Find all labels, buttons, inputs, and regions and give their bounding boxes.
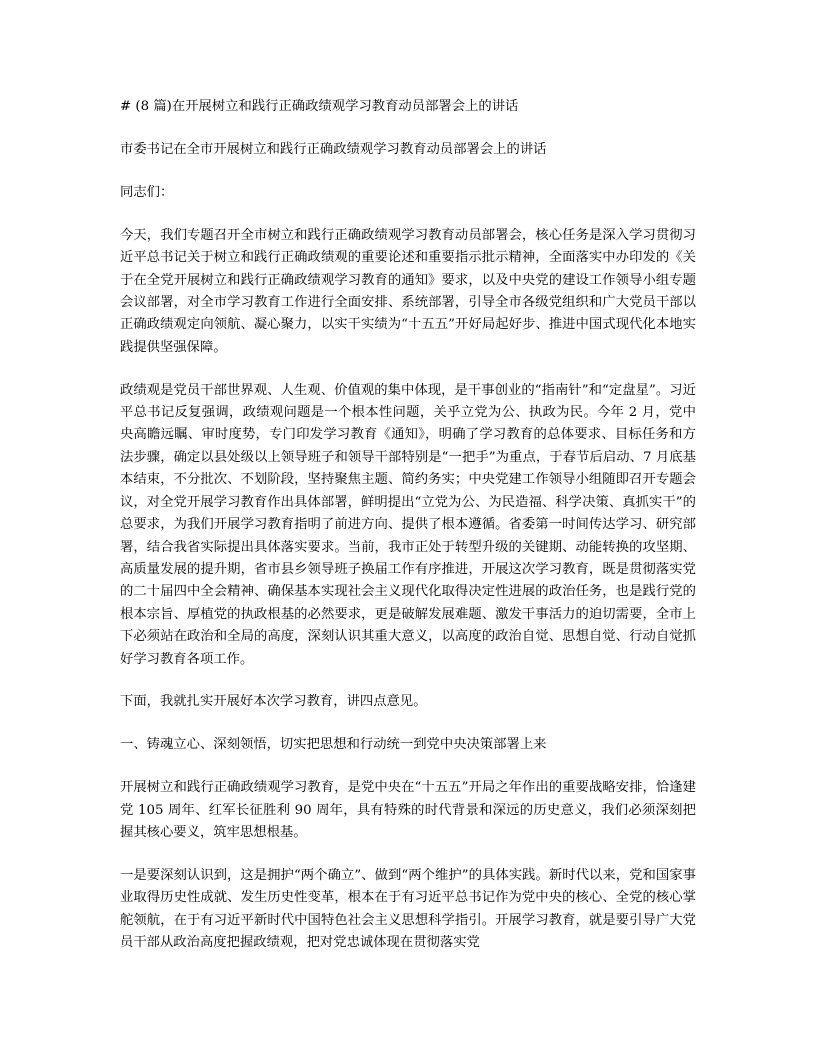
- paragraph-opening: 今天，我们专题召开全市树立和践行正确政绩观学习教育动员部署会，核心任务是深入学习贯彻习近平总书记关于树立和践行正确政绩观的重要论述和重要指示批示精神，全面落实中办印发的《关于在全党开展树立和践行正确政绩观学习教育的通知》要求，以及中央党的建设工作领导小组专题会议部署，对全市学习教育工作进行全面安排、系统部署，引导全市各级党组织和广大党员干部以正确政绩观定向领航、凝心聚力，以实干实绩为“十五五”开好局起好步、推进中国式现代化本地实践提供坚强保障。: [120, 227, 696, 355]
- document-subtitle: 市委书记在全市开展树立和践行正确政绩观学习教育动员部署会上的讲话: [120, 141, 547, 157]
- document-heading: # (8 篇)在开展树立和践行正确政绩观学习教育动员部署会上的讲话: [120, 99, 519, 114]
- paragraph-transition: 下面，我就扎实开展好本次学习教育，讲四点意见。: [120, 694, 427, 710]
- document-page: [120, 96, 696, 975]
- paragraph-significance: 政绩观是党员干部世界观、人生观、价值观的集中体现，是干事创业的“指南针”和“定盘星”。习近平总书记反复强调，政绩观问题是一个根本性问题，关乎立党为公、执政为民。今年 2 月，党中央高瞻远瞩、审时度势，专门印发学习教育《通知》，明确了学习教育的总体要求、目标任务和方法步骤，确定以县处级以上领导班子和领导干部特别是“一把手”为重点，于春节后启动、7 月底基本结束，不分批次、不划阶段，坚持聚焦主题、简约务实；中央党建工作领导小组随即召开专题会议，对全党开展学习教育作出具体部署，鲜明提出“立党为公、为民造福、科学决策、真抓实干”的总要求，为我们开展学习教育指明了前进方向、提供了根本遵循。省委第一时间传达学习、研究部署，结合我省实际提出具体落实要求。当前，我市正处于转型升级的关键期、动能转换的攻坚期、高质量发展的提升期，省市县乡领导班子换届工作有序推进，开展这次学习教育，既是贯彻落实党的二十届四中全会精神、确保基本实现社会主义现代化取得决定性进展的政治任务，也是践行党的根本宗旨、厚植党的执政根基的必然要求，更是破解发展难题、激发干事活力的迫切需要，全市上下必须站在政治和全局的高度，深刻认识其重大意义，以高度的政治自觉、思想自觉、行动自觉抓好学习教育各项工作。: [120, 382, 696, 667]
- paragraph-point-one: 一是要深刻认识到，这是拥护“两个确立”、做到“两个维护”的具体实践。新时代以来，党和国家事业取得历史性成就、发生历史性变革，根本在于有习近平总书记作为党中央的核心、全党的核心掌舵领航，在于有习近平新时代中国特色社会主义思想科学指引。开展学习教育，就是要引导广大党员干部从政治高度把握政绩观，把对党忠诚体现在贯彻落实党: [120, 867, 696, 951]
- paragraph-background: 开展树立和践行正确政绩观学习教育，是党中央在“十五五”开局之年作出的重要战略安排，恰逢建党 105 周年、红军长征胜利 90 周年，具有特殊的时代背景和深远的历史意义，我们必须深刻把握其核心要义，筑牢思想根基。: [120, 780, 696, 841]
- salutation: 同志们：: [120, 184, 174, 200]
- section-heading-one: 一、铸魂立心、深刻领悟，切实把思想和行动统一到党中央决策部署上来: [120, 737, 547, 753]
